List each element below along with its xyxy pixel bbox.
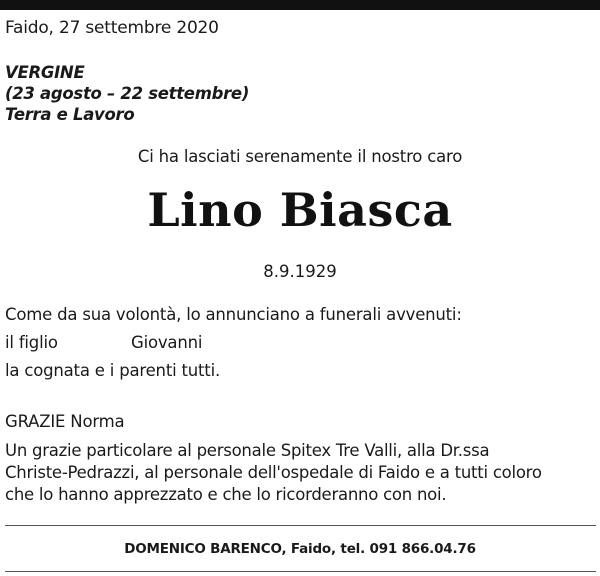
deceased-name: Lino Biasca (147, 183, 453, 237)
zodiac-sign: VERGINE (5, 63, 85, 82)
relative-name: Giovanni (131, 333, 203, 352)
divider-bottom (5, 571, 596, 572)
intro-text: Ci ha lasciati serenamente il nostro caro (137, 147, 463, 166)
footer-funeral-home: DOMENICO BARENCO, Faido, tel. 091 866.04.76 (124, 541, 476, 557)
thanks-line: che lo hanno apprezzato e che lo ricorderanno con noi. (5, 485, 447, 504)
announcement-text: Come da sua volontà, lo annunciano a funerali avvenuti: (5, 305, 462, 324)
thanks-line: Christe-Pedrazzi, al personale dell'ospedale di Faido e a tutti coloro (5, 463, 542, 482)
zodiac-block (5, 62, 249, 125)
zodiac-period: (23 agosto – 22 settembre) (5, 84, 250, 103)
thanks-line: Un grazie particolare al personale Spitex Tre Valli, alla Dr.ssa (5, 441, 490, 460)
thanks-heading: GRAZIE Norma (5, 412, 125, 431)
birth-date: 8.9.1929 (263, 262, 337, 281)
divider-top (5, 525, 596, 526)
thanks-text (5, 440, 597, 506)
relatives-other: la cognata e i parenti tutti. (5, 361, 221, 380)
zodiac-element: Terra e Lavoro (5, 105, 135, 124)
top-border-bar (0, 0, 600, 10)
place-date: Faido, 27 settembre 2020 (5, 18, 219, 38)
relative-relation: il figlio (5, 333, 58, 352)
